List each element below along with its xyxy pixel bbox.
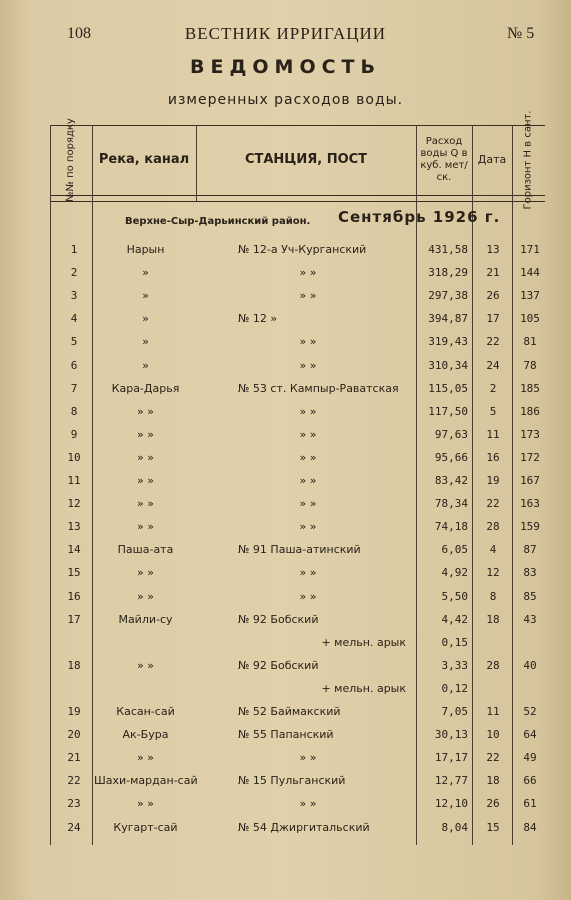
station-cell: № 91 Паша-атинский (238, 543, 361, 557)
table-row (50, 539, 545, 561)
station-cell: » » (299, 797, 317, 811)
station-cell: № 53 ст. Кампыр-Раватская (238, 381, 399, 395)
river-cell: » » (137, 404, 154, 418)
row-number: 14 (67, 543, 81, 557)
river-cell: Касан-сай (116, 705, 175, 718)
river-cell: » » (137, 474, 154, 487)
date-cell: 2 (489, 381, 497, 395)
station-cell: № 15 Пульганский (238, 774, 346, 788)
river-cell: » (142, 312, 149, 326)
date-cell: 26 (486, 797, 500, 811)
header-discharge: Расход воды Q в куб. мет/ск. (420, 136, 468, 183)
date-cell: 22 (486, 751, 500, 765)
table-row (50, 655, 545, 677)
row-number: 15 (67, 566, 81, 580)
station-cell: » » (299, 450, 317, 464)
row-number: 4 (70, 312, 78, 326)
station-cell: » » (299, 589, 317, 603)
row-number: 12 (67, 497, 81, 511)
table-row (50, 678, 545, 700)
table-row (50, 701, 545, 723)
river-cell: Паша-ата (117, 543, 174, 557)
level-cell: 105 (520, 312, 540, 326)
table-row (50, 770, 545, 792)
discharge-cell: 12,77 (434, 774, 468, 788)
level-cell: 66 (523, 774, 537, 788)
river-cell: » » (137, 520, 154, 534)
level-cell: 85 (523, 589, 537, 603)
header-double-rule (50, 201, 545, 202)
date-cell: 16 (486, 450, 500, 464)
station-cell: + мельн. арык (321, 681, 406, 695)
level-cell: 144 (520, 266, 540, 280)
row-number: 11 (67, 474, 81, 487)
level-cell: 171 (520, 243, 540, 256)
level-cell: 81 (523, 335, 537, 349)
station-cell: » » (299, 497, 317, 511)
discharge-cell: 97,63 (434, 427, 468, 441)
date-cell: 5 (489, 404, 497, 418)
row-number: 5 (70, 335, 78, 349)
header-no: №№ по порядку (65, 118, 76, 202)
station-cell: » » (299, 335, 317, 349)
river-cell: Ак-Бура (122, 728, 169, 742)
date-cell: 21 (486, 266, 500, 280)
region-name: Верхне-Сыр-Дарьинский район. (125, 216, 311, 227)
row-number: 3 (70, 289, 78, 303)
discharge-cell: 4,92 (441, 566, 468, 580)
date-cell: 28 (486, 658, 500, 672)
discharge-cell: 0,15 (441, 635, 468, 649)
date-cell: 8 (489, 589, 497, 603)
station-cell: № 92 Бобский (238, 612, 319, 626)
station-cell: » » (299, 474, 317, 487)
discharge-cell: 83,42 (434, 474, 468, 487)
level-cell: 186 (520, 404, 540, 418)
river-cell: Нарын (126, 243, 165, 256)
row-number: 22 (67, 774, 81, 788)
table-row (50, 285, 545, 307)
date-cell: 15 (486, 820, 500, 834)
river-cell: » » (137, 566, 154, 580)
date-cell: 10 (486, 728, 500, 742)
row-number: 1 (70, 243, 78, 256)
level-cell: 87 (523, 543, 537, 557)
level-cell: 49 (523, 751, 537, 765)
discharge-cell: 394,87 (428, 312, 468, 326)
level-cell: 167 (520, 474, 540, 487)
page-number: 108 (67, 25, 91, 42)
river-cell: » (142, 335, 149, 349)
discharge-cell: 95,66 (434, 450, 468, 464)
discharge-cell: 30,13 (434, 728, 468, 742)
journal-title: ВЕСТНИК ИРРИГАЦИИ (184, 24, 387, 43)
discharge-cell: 3,33 (441, 658, 468, 672)
discharge-table (50, 110, 545, 845)
level-cell: 84 (523, 820, 537, 834)
table-row (50, 447, 545, 469)
discharge-cell: 8,04 (441, 820, 468, 834)
date-cell: 11 (486, 427, 500, 441)
discharge-cell: 5,50 (441, 589, 468, 603)
river-cell: » » (137, 427, 154, 441)
discharge-cell: 318,29 (428, 266, 468, 280)
river-cell: » (142, 358, 149, 372)
row-number: 2 (70, 266, 78, 280)
row-number: 17 (67, 612, 81, 626)
discharge-cell: 17,17 (434, 751, 468, 765)
table-row (50, 401, 545, 423)
table-row (50, 516, 545, 538)
station-cell: » » (299, 289, 317, 303)
table-row (50, 747, 545, 769)
river-cell: Шахи-мардан-сай (94, 774, 198, 788)
discharge-cell: 7,05 (441, 705, 468, 718)
level-cell: 40 (523, 658, 537, 672)
discharge-cell: 6,05 (441, 543, 468, 557)
river-cell: » (142, 289, 149, 303)
date-cell: 4 (489, 543, 497, 557)
discharge-cell: 115,05 (428, 381, 468, 395)
discharge-cell: 74,18 (434, 520, 468, 534)
date-cell: 13 (486, 243, 500, 256)
header-level: Горизонт H в сант. (522, 110, 534, 210)
station-cell: » » (299, 404, 317, 418)
row-number: 6 (70, 358, 78, 372)
date-cell: 18 (486, 612, 500, 626)
river-cell: » » (137, 751, 154, 765)
level-cell: 78 (523, 358, 537, 372)
date-cell: 11 (486, 705, 500, 718)
row-number: 21 (67, 751, 81, 765)
table-row (50, 493, 545, 515)
row-number: 16 (67, 589, 81, 603)
station-cell: » » (299, 566, 317, 580)
date-cell: 24 (486, 358, 500, 372)
date-cell: 19 (486, 474, 500, 487)
table-row (50, 562, 545, 584)
date-cell: 26 (486, 289, 500, 303)
row-number: 9 (70, 427, 78, 441)
station-cell: » » (299, 520, 317, 534)
level-cell: 137 (520, 289, 540, 303)
level-cell: 64 (523, 728, 537, 742)
table-row (50, 424, 545, 446)
running-header (0, 22, 571, 46)
level-cell: 61 (523, 797, 537, 811)
row-number: 7 (70, 381, 78, 395)
document-title: ВЕДОМОСТЬ (190, 56, 381, 78)
river-cell: » (142, 266, 149, 280)
level-cell: 83 (523, 566, 537, 580)
table-row (50, 308, 545, 330)
table-row (50, 793, 545, 815)
discharge-cell: 310,34 (428, 358, 468, 372)
date-cell: 12 (486, 566, 500, 580)
row-number: 20 (67, 728, 81, 742)
level-cell: 185 (520, 381, 540, 395)
period-label: Сентябрь 1926 г. (338, 208, 501, 226)
level-cell: 173 (520, 427, 540, 441)
discharge-cell: 0,12 (441, 681, 468, 695)
date-cell: 22 (486, 497, 500, 511)
station-cell: № 55 Папанский (238, 728, 334, 742)
level-cell: 52 (523, 705, 537, 718)
row-number: 24 (67, 820, 81, 834)
table-row (50, 586, 545, 608)
row-number: 8 (70, 404, 78, 418)
row-number: 13 (67, 520, 81, 534)
row-number: 23 (67, 797, 81, 811)
table-row (50, 609, 545, 631)
discharge-cell: 431,58 (428, 243, 468, 256)
header-station: СТАНЦИЯ, ПОСТ (244, 152, 368, 167)
issue-number: № 5 (507, 25, 535, 42)
date-cell: 18 (486, 774, 500, 788)
table-row (50, 470, 545, 492)
station-cell: № 12 » (238, 312, 278, 326)
discharge-cell: 4,42 (441, 612, 468, 626)
header-date: Дата (477, 153, 507, 166)
station-cell: » » (299, 358, 317, 372)
table-row (50, 331, 545, 353)
header-bottom-rule (50, 195, 545, 196)
row-number: 18 (67, 658, 81, 672)
date-cell: 22 (486, 335, 500, 349)
discharge-cell: 297,38 (428, 289, 468, 303)
document-subtitle: измеренных расходов воды. (167, 92, 404, 108)
header-river: Река, канал (98, 152, 190, 167)
river-cell: » » (137, 450, 154, 464)
station-cell: » » (299, 266, 317, 280)
station-cell: № 52 Баймакский (238, 705, 341, 718)
river-cell: » » (137, 797, 154, 811)
table-row (50, 355, 545, 377)
station-cell: № 92 Бобский (238, 658, 319, 672)
table-row (50, 724, 545, 746)
station-cell: + мельн. арык (321, 635, 406, 649)
river-cell: » » (137, 589, 154, 603)
level-cell: 159 (520, 520, 540, 534)
discharge-cell: 319,43 (428, 335, 468, 349)
level-cell: 172 (520, 450, 540, 464)
row-number: 10 (67, 450, 81, 464)
table-row (50, 262, 545, 284)
table-row (50, 239, 545, 261)
table-row (50, 378, 545, 400)
station-cell: № 54 Джиргитальский (238, 820, 370, 834)
station-cell: » » (299, 427, 317, 441)
row-number: 19 (67, 705, 81, 718)
river-cell: Кугарт-сай (113, 820, 178, 834)
level-cell: 43 (523, 612, 537, 626)
station-cell: № 12-а Уч-Курганский (238, 243, 367, 256)
level-cell: 163 (520, 497, 540, 511)
date-cell: 17 (486, 312, 500, 326)
table-row (50, 817, 545, 839)
discharge-cell: 117,50 (428, 404, 468, 418)
discharge-cell: 78,34 (434, 497, 468, 511)
station-cell: » » (299, 751, 317, 765)
river-cell: » » (137, 497, 154, 511)
table-row (50, 632, 545, 654)
river-cell: Кара-Дарья (111, 381, 180, 395)
discharge-cell: 12,10 (434, 797, 468, 811)
date-cell: 28 (486, 520, 500, 534)
river-cell: Майли-су (118, 612, 173, 626)
river-cell: » » (137, 658, 154, 672)
